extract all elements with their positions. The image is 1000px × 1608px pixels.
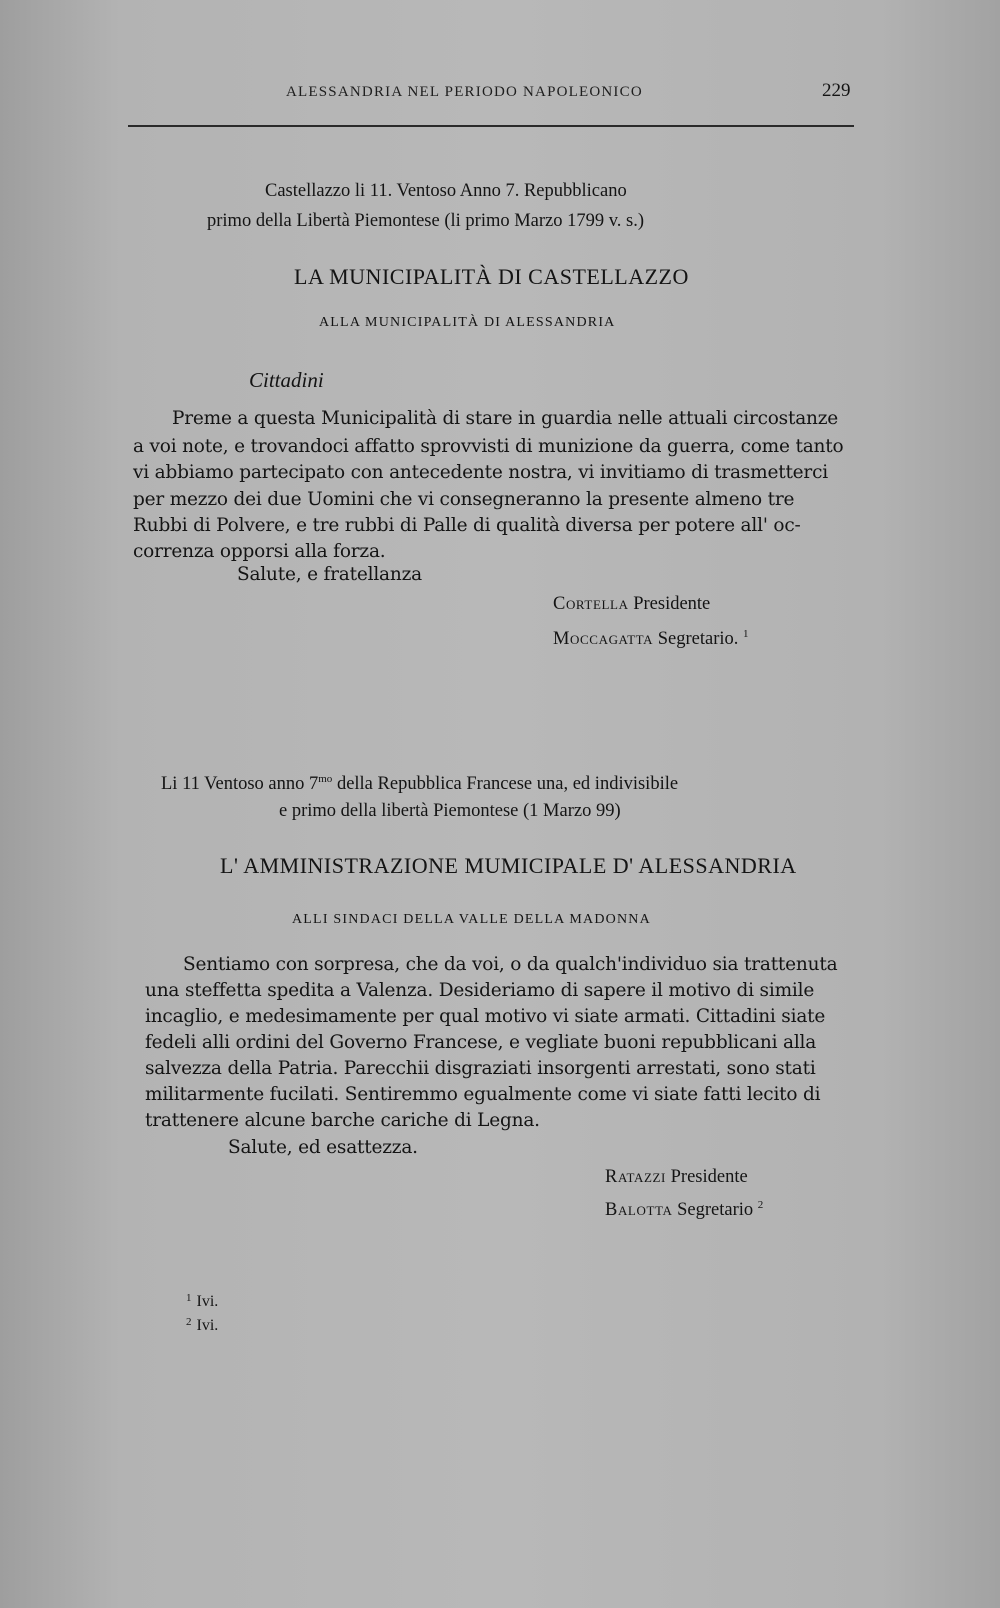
letter1-closing: Salute, e fratellanza xyxy=(237,564,422,585)
letter1-body-line: Rubbi di Polvere, e tre rubbi di Palle di qualità diversa per potere all' oc- xyxy=(133,515,801,536)
signature-role: Presidente xyxy=(633,594,711,614)
letter2-closing: Salute, ed esattezza. xyxy=(228,1137,418,1158)
letter2-body-line: salvezza della Patria. Parecchii disgraziati insorgenti arrestati, sono stati xyxy=(145,1058,816,1079)
footnote xyxy=(186,1292,218,1311)
letter1-body-line: per mezzo dei due Uomini che vi consegneranno la presente almeno tre xyxy=(133,489,795,510)
letter2-dateline-line1 xyxy=(161,773,678,795)
letter1-greeting: Cittadini xyxy=(249,368,324,392)
footnote-mark: 2 xyxy=(186,1316,192,1328)
header-rule xyxy=(128,125,854,127)
letter2-dateline-line2: e primo della libertà Piemontese (1 Marzo 99) xyxy=(279,801,621,821)
signature-name: Ratazzi xyxy=(605,1167,666,1187)
footnote-text: Ivi. xyxy=(196,1317,219,1334)
dateline-text: Li 11 Ventoso anno 7 xyxy=(161,774,319,794)
letter2-body-line: una steffetta spedita a Valenza. Desideriamo di sapere il motivo di simile xyxy=(145,980,815,1001)
letter1-body-line: Preme a questa Municipalità di stare in guardia nelle attuali circostanze xyxy=(172,408,839,429)
footnote-text: Ivi. xyxy=(196,1293,219,1310)
footnote-mark: 1 xyxy=(186,1292,192,1304)
letter2-body-line: incaglio, e medesimamente per qual motivo vi siate armati. Cittadini siate xyxy=(145,1006,826,1027)
letter1-signature-president xyxy=(553,594,710,615)
ordinal-superscript: mo xyxy=(318,773,333,785)
letter2-signature-secretary xyxy=(605,1199,763,1221)
signature-name: Balotta xyxy=(605,1200,673,1220)
footnote xyxy=(186,1316,218,1335)
signature-role: Segretario. xyxy=(657,629,739,649)
letter1-dateline-line1: Castellazzo li 11. Ventoso Anno 7. Repubblicano xyxy=(265,181,627,201)
letter2-sender-heading: L' AMMINISTRAZIONE MUMICIPALE D' ALESSANDRIA xyxy=(220,853,797,878)
page-number: 229 xyxy=(822,80,851,101)
footnote-reference: 2 xyxy=(757,1199,764,1211)
signature-name: Cortella xyxy=(553,594,629,614)
letter1-dateline-line2: primo della Libertà Piemontese (li primo Marzo 1799 v. s.) xyxy=(207,211,645,231)
letter1-signature-secretary xyxy=(553,628,749,650)
letter1-body-line: a voi note, e trovandoci affatto sprovvisti di munizione da guerra, come tanto xyxy=(133,436,844,457)
letter2-signature-president xyxy=(605,1167,748,1188)
letter2-body-line: fedeli alli ordini del Governo Francese, e vegliate buoni repubblicani alla xyxy=(145,1032,817,1053)
signature-role: Presidente xyxy=(670,1167,748,1187)
letter1-recipient-heading: ALLA MUNICIPALITÀ DI ALESSANDRIA xyxy=(319,315,616,330)
letter1-sender-heading: LA MUNICIPALITÀ DI CASTELLAZZO xyxy=(294,264,689,289)
letter2-recipient-heading: ALLI SINDACI DELLA VALLE DELLA MADONNA xyxy=(292,912,651,927)
letter1-body-line: correnza opporsi alla forza. xyxy=(133,541,386,562)
signature-role: Segretario xyxy=(677,1200,754,1220)
letter2-body-line: Sentiamo con sorpresa, che da voi, o da qualch'individuo sia trattenuta xyxy=(183,954,838,975)
signature-name: Moccagatta xyxy=(553,629,654,649)
letter2-body-line: trattenere alcune barche cariche di Legna. xyxy=(145,1110,540,1131)
running-title: ALESSANDRIA NEL PERIODO NAPOLEONICO xyxy=(286,84,643,100)
footnote-reference: 1 xyxy=(743,628,749,640)
dateline-text: della Repubblica Francese una, ed indivisibile xyxy=(332,774,679,794)
letter2-body-line: militarmente fucilati. Sentiremmo egualmente come vi siate fatti lecito di xyxy=(145,1084,821,1105)
letter1-body-line: vi abbiamo partecipato con antecedente nostra, vi invitiamo di trasmetterci xyxy=(133,462,828,483)
